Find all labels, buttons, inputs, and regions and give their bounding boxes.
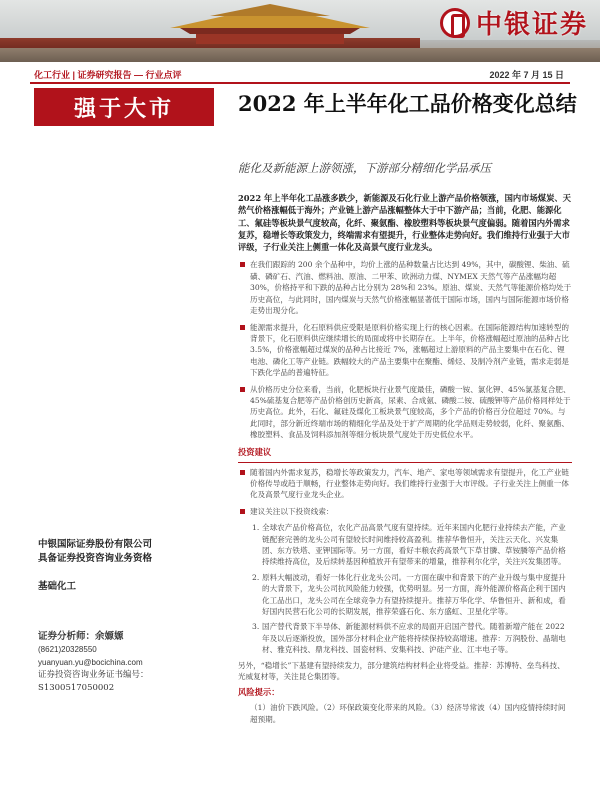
item-number: 2.	[252, 572, 260, 582]
sector-label: 基础化工	[38, 581, 77, 592]
investment-heading: 投资建议	[238, 446, 272, 457]
item-number: 1.	[252, 523, 260, 533]
firm-name: 中银国际证券股份有限公司	[38, 539, 153, 550]
page-title: 2022 年上半年化工品价格变化总结	[238, 91, 577, 116]
summary-paragraph: 2022 年上半年化工品涨多跌少，新能源及石化行业上游产品价格领涨，国内市场煤炭、天然气价格涨幅低于海外；产业链上游产品涨幅整体大于中下游产品；当前，化肥、能源化工、氟硅等板块景气度较高，化纤、聚氨酯、橡胶塑料等板块景气度偏弱。随着国内外需求复苏，稳增长等政策发力，终端需求有望提升，行业整体走势向好。我们维持行业强于大市评级，子行业关注上侧重一体化及高景气度行业龙头。	[238, 193, 571, 253]
risk-heading: 风险提示：	[238, 687, 280, 698]
investment-bullet	[238, 506, 572, 517]
report-category: 化工行业 | 证券研究报告 — 行业点评	[34, 70, 182, 80]
company-logo	[440, 4, 588, 41]
rating-badge: 强于大市	[34, 88, 214, 126]
bullet-text: 在我们跟踪的 200 余个品种中，均价上涨的品种数量占比达到 49%，其中，碳酸锂、柴油、硫磺、磷矿石、汽油、燃料油、原油、二甲苯、欧洲动力煤、NYMEX 天然气等产品涨幅均超 30%，价格持平和下跌的品种占比分别为 28%和 23%。原油、煤炭、天然气等能源价格均处于历史高位，与此同时，国内煤炭与天然气价格涨幅显著低于国际市场，国内与国际能源市场价格走势出现分化。	[250, 260, 572, 316]
item-text: 全球农产品价格高位，农化产品高景气度有望持续。近年来国内化肥行业持续去产能，产业链配套完善的龙头公司有望较长时间维持较高盈利。推荐华鲁恒升，关注云天化、兴发集团、东方铁塔、亚钾国际等。另一方面，看好丰粮农药高景气下草甘膦、草铵膦等产品价格持续维持高位，及后续转基因种植放开有望带来的增量，推荐利尔化学，关注兴发集团等。	[262, 523, 566, 567]
bullet-square-icon	[240, 325, 245, 330]
firm-info	[38, 538, 218, 566]
logo-text: 中银证券	[475, 10, 588, 40]
bullet-text: 随着国内外需求复苏，稳增长等政策发力，汽车、地产、家电等领域需求有望提升，化工产业链价格传导或趋于顺畅，行业整体走势向好。我们维持行业强于大市评级。子行业关注上侧重一体化及高景气度行业龙头企业。	[250, 467, 569, 500]
numbered-item	[238, 522, 572, 568]
item-text: 原料大幅波动，看好一体化行业龙头公司。一方面在碳中和背景下的产业升级与集中度提升的大背景下，龙头公司抗风险能力较强，优势明显。另一方面，海外能源价格高企利于国内化工品出口，龙头公司在全球竞争力有望持续提升。推荐万华化学、华鲁恒升、新和成，看好国内民营石化公司的长期发展，推荐荣盛石化、东方盛虹、卫星化学等。	[262, 572, 566, 617]
numbered-item	[238, 572, 572, 618]
bullet-text: 能源需求提升，化石原料供应受限是原料价格实现上行的核心因素。在国际能源结构加速转型的背景下，化石原料供应继续增长的局面或将中长期存在。上半年，价格涨幅超过原油的品种占比 3.5%，价格涨幅超过煤炭的品种占比接近 7%，涨幅超过上游原料的产品主要集中在石化、锂电池、磷化工等产业链。跌幅较大的产品主要集中在聚酯、烯烃、及制冷剂产业链，需求走弱是下跌化学品的普遍特征。	[250, 322, 569, 378]
numbered-item	[238, 621, 572, 655]
analyst-phone: (8621)20328550	[38, 645, 97, 654]
report-body	[238, 192, 572, 725]
summary-bullet	[238, 259, 572, 316]
section-divider	[238, 462, 572, 463]
bullet-square-icon	[240, 387, 245, 392]
bullet-square-icon	[240, 470, 245, 475]
summary-bullet	[238, 322, 572, 379]
report-header	[30, 64, 570, 82]
bullet-text: 建议关注以下投资线索：	[250, 506, 334, 516]
bullet-text: 从价格历史分位来看，当前，化肥板块行业景气度最佳，磷酸一铵、氯化钾、45%氯基复合肥、45%硫基复合肥等产品价格创历史新高，尿素、合成氨、磷酸二铵、硫酸钾等产品价格同样处于历史高位。此外，石化、氟硅及煤化工板块景气度较高，多个产品的价格百分位超过 70%。与此同时，部分新近终端市场的精细化学品及处于扩产周期的化学品则走势较弱，化纤、聚氨酯、橡胶塑料、食品及饲料添加剂等细分板块景气度处于历史低位水平。	[250, 384, 571, 440]
analyst-info	[38, 630, 223, 694]
summary-bullet	[238, 384, 572, 441]
investment-bullet	[238, 467, 572, 501]
risk-text: （1）油价下跌风险。（2）环保政策变化带来的风险。（3）经济导常波（4）国内疫情持续时间超预期。	[250, 703, 566, 724]
page-subtitle: 能化及新能源上游领涨，下游部分精细化学品承压	[238, 161, 491, 175]
header-banner	[0, 0, 600, 62]
palace-roof-image	[150, 2, 390, 50]
report-date: 2022 年 7 月 15 日	[489, 70, 564, 80]
banner-courtyard	[0, 48, 600, 62]
analyst-email[interactable]: yuanyuan.yu@bocichina.com	[38, 657, 143, 667]
item-text: 国产替代背景下半导体、新能源材料供不应求的局面开启国产替代。随着新增产能在 2022 年及以后逐渐投放，国外部分材料企业产能将持续保持较高增速。推荐：万润股份、晶瑞电材、雅克科技、鼎龙科技、国瓷材料、安集科技、沪硅产业、江丰电子等。	[262, 622, 566, 655]
item-number: 3.	[252, 622, 260, 632]
firm-qualification: 具备证券投资咨询业务资格	[38, 553, 153, 564]
additional-note: 另外，“稳增长”下基建有望持续发力，部分建筑结构材料企业将受益。推荐：苏博特、垒鸟科技、光威复材等，关注昆仑集团等。	[238, 660, 565, 682]
analyst-name: 证券分析师：余嫄嫄	[38, 631, 124, 642]
bullet-square-icon	[240, 262, 245, 267]
header-divider	[30, 82, 570, 84]
bank-logo-icon	[440, 8, 470, 38]
analyst-certificate: 证券投资咨询业务证书编号：S1300517050002	[38, 670, 149, 693]
bullet-square-icon	[240, 509, 245, 514]
